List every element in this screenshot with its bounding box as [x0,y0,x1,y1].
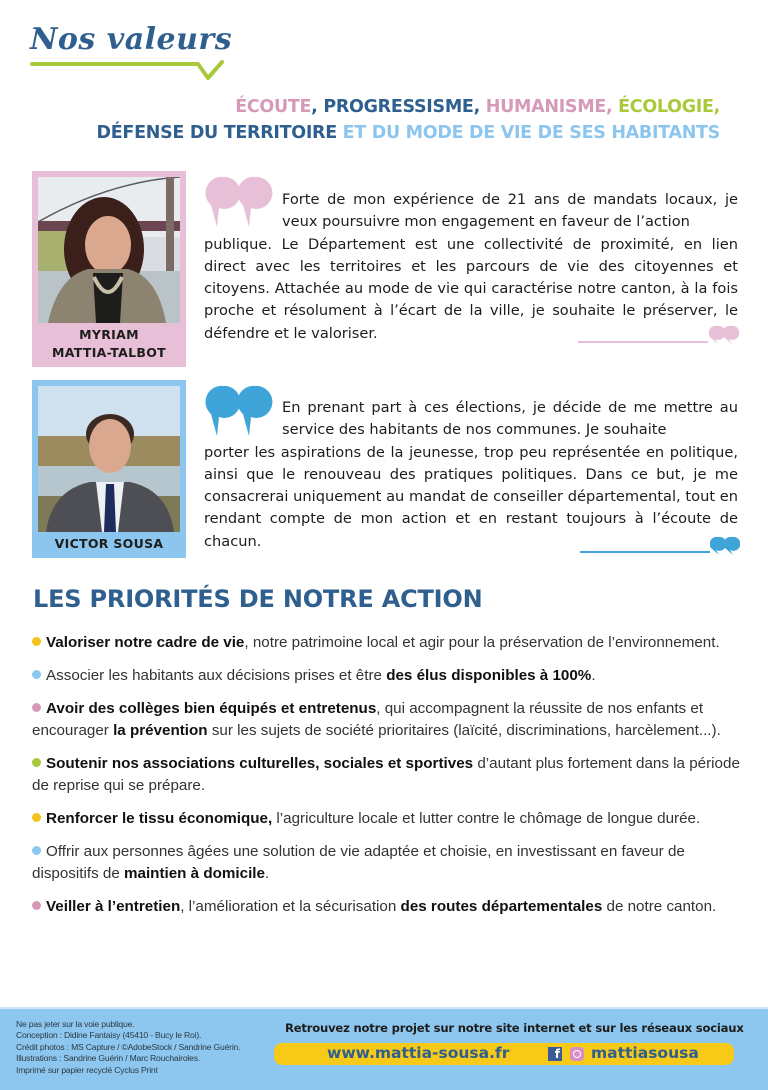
quote-divider [578,341,708,343]
candidate-quote-myriam: Forte de mon expérience de 21 ans de mandats locaux, je veux poursuivre mon engagement en faveur de l’action publique. Le Département est une collectivité de proximité, en lien direct avec les territoires et les parcours de vie des citoyennes et citoyens. Attachée au mode de vie qui caractérise notre canton, à la fois proche et résolument à l’écart de la ville, je souhaite le préserver, le défendre et le valoriser. [204,191,738,342]
instagram-icon[interactable] [570,1047,584,1061]
priorities-list [32,632,742,929]
close-quote-icon [710,535,740,555]
values-line-1 [97,94,720,120]
bullet-dot-icon [32,813,41,822]
candidate-photo [38,386,180,532]
close-quote-icon [709,324,739,344]
priority-text: . [264,865,270,882]
credit-line: Crédit photos : MS Capture / ©AdobeStock / Sandrine Guérin. [16,1041,241,1052]
priority-text: Associer les habitants aux décisions prises et être [46,667,387,684]
priority-text: d’autant plus fortement dans la période de reprise qui se prépare. [32,755,740,794]
priority-text: Offrir aux personnes âgées une solution de vie adaptée et choisie, en investissant en faveur de dispositifs de [32,843,685,882]
priority-item [32,808,742,830]
bullet-dot-icon [32,846,41,855]
priority-highlight: Soutenir nos associations culturelles, sociales et sportives [46,755,474,772]
quote-divider [580,551,710,553]
priority-text: , qui accompagnent la réussite de nos enfants et encourager [32,700,704,739]
footer [0,1007,768,1090]
value-keyword: ÉCOLOGIE [618,97,714,117]
priority-item [32,841,742,885]
priority-highlight: des élus disponibles à 100% [386,667,592,684]
values-statement [97,94,720,146]
priority-highlight: maintien à domicile [124,865,265,882]
value-keyword: ÉCOUTE [235,97,312,117]
priority-text: . [591,667,596,684]
social-handle-link[interactable]: mattiasousa [591,1044,699,1062]
bullet-dot-icon [32,703,41,712]
bullet-dot-icon [32,670,41,679]
priority-item [32,896,742,918]
footer-credits [16,1019,240,1076]
credit-line: Illustrations : Sandrine Guérin / Marc Rouchairoles. [16,1053,201,1064]
value-keyword: ET DU MODE DE VIE DE SES HABITANTS [342,123,720,143]
footer-links-bar [274,1043,734,1065]
title-underline-decoration [30,58,230,88]
priority-text: de notre canton. [602,898,717,915]
value-keyword: DÉFENSE DU TERRITOIRE [96,123,343,143]
priority-item [32,665,742,687]
credit-line: Ne pas jeter sur la voie publique. [16,1019,135,1029]
value-keyword: HUMANISME [485,97,606,117]
priority-text: l’agriculture locale et lutter contre le chômage de longue durée. [272,810,701,827]
value-keyword: , [311,97,324,117]
credit-line: Imprimé sur papier recyclé Cyclus Print [16,1064,158,1075]
priority-highlight: Renforcer le tissu économique, [46,810,273,827]
candidate-card-myriam [32,171,186,367]
priority-highlight: la prévention [113,722,208,739]
candidate-name: MYRIAM MATTIA-TALBOT [52,327,166,360]
priority-item [32,698,742,742]
priority-highlight: Avoir des collèges bien équipés et entretenus [46,700,377,717]
social-icons [548,1047,584,1061]
bullet-dot-icon [32,637,41,646]
priority-item [32,632,742,654]
priority-item [32,753,742,797]
priority-highlight: Valoriser notre cadre de vie [46,634,245,651]
priorities-title: LES PRIORITÉS DE NOTRE ACTION [33,585,483,613]
bullet-dot-icon [32,901,41,910]
priority-highlight: des routes départementales [400,898,603,915]
candidate-card-victor [32,380,186,558]
value-keyword: , [473,97,486,117]
facebook-icon[interactable]: f [548,1047,562,1061]
bullet-dot-icon [32,758,41,767]
candidate-photo [38,177,180,323]
values-line-2 [97,120,720,146]
priority-highlight: Veiller à l’entretien [46,898,181,915]
priority-text: sur les sujets de société prioritaires (laïcité, discriminations, harcèlement...). [207,722,721,739]
value-keyword: , [605,97,619,117]
footer-call-to-action: Retrouvez notre projet sur notre site internet et sur les réseaux sociaux [285,1021,744,1035]
candidate-quote-victor: En prenant part à ces élections, je décide de me mettre au service des habitants de nos communes. Je souhaite porter les aspirations de la jeunesse, trop peu représentée en politique, ainsi que le renouveau des pratiques politiques. Dans ce but, je me consacrerai uniquement au mandat de conseiller départemental, tout en rendant compte de mon action et en restant toujours à l’écoute de chacun. [204,399,738,550]
credit-line: Conception : Didine Fantaisy (45410 - Bucy le Roi). [16,1030,202,1041]
candidate-name: VICTOR SOUSA [54,536,164,551]
priority-text: , notre patrimoine local et agir pour la préservation de l’environnement. [244,634,720,651]
page-title: Nos valeurs [30,22,233,57]
priority-text: , l’amélioration et la sécurisation [180,898,401,915]
website-link[interactable]: www.mattia-sousa.fr [327,1044,510,1062]
value-keyword: PROGRESSISME [323,97,474,117]
value-keyword: , [713,97,720,117]
